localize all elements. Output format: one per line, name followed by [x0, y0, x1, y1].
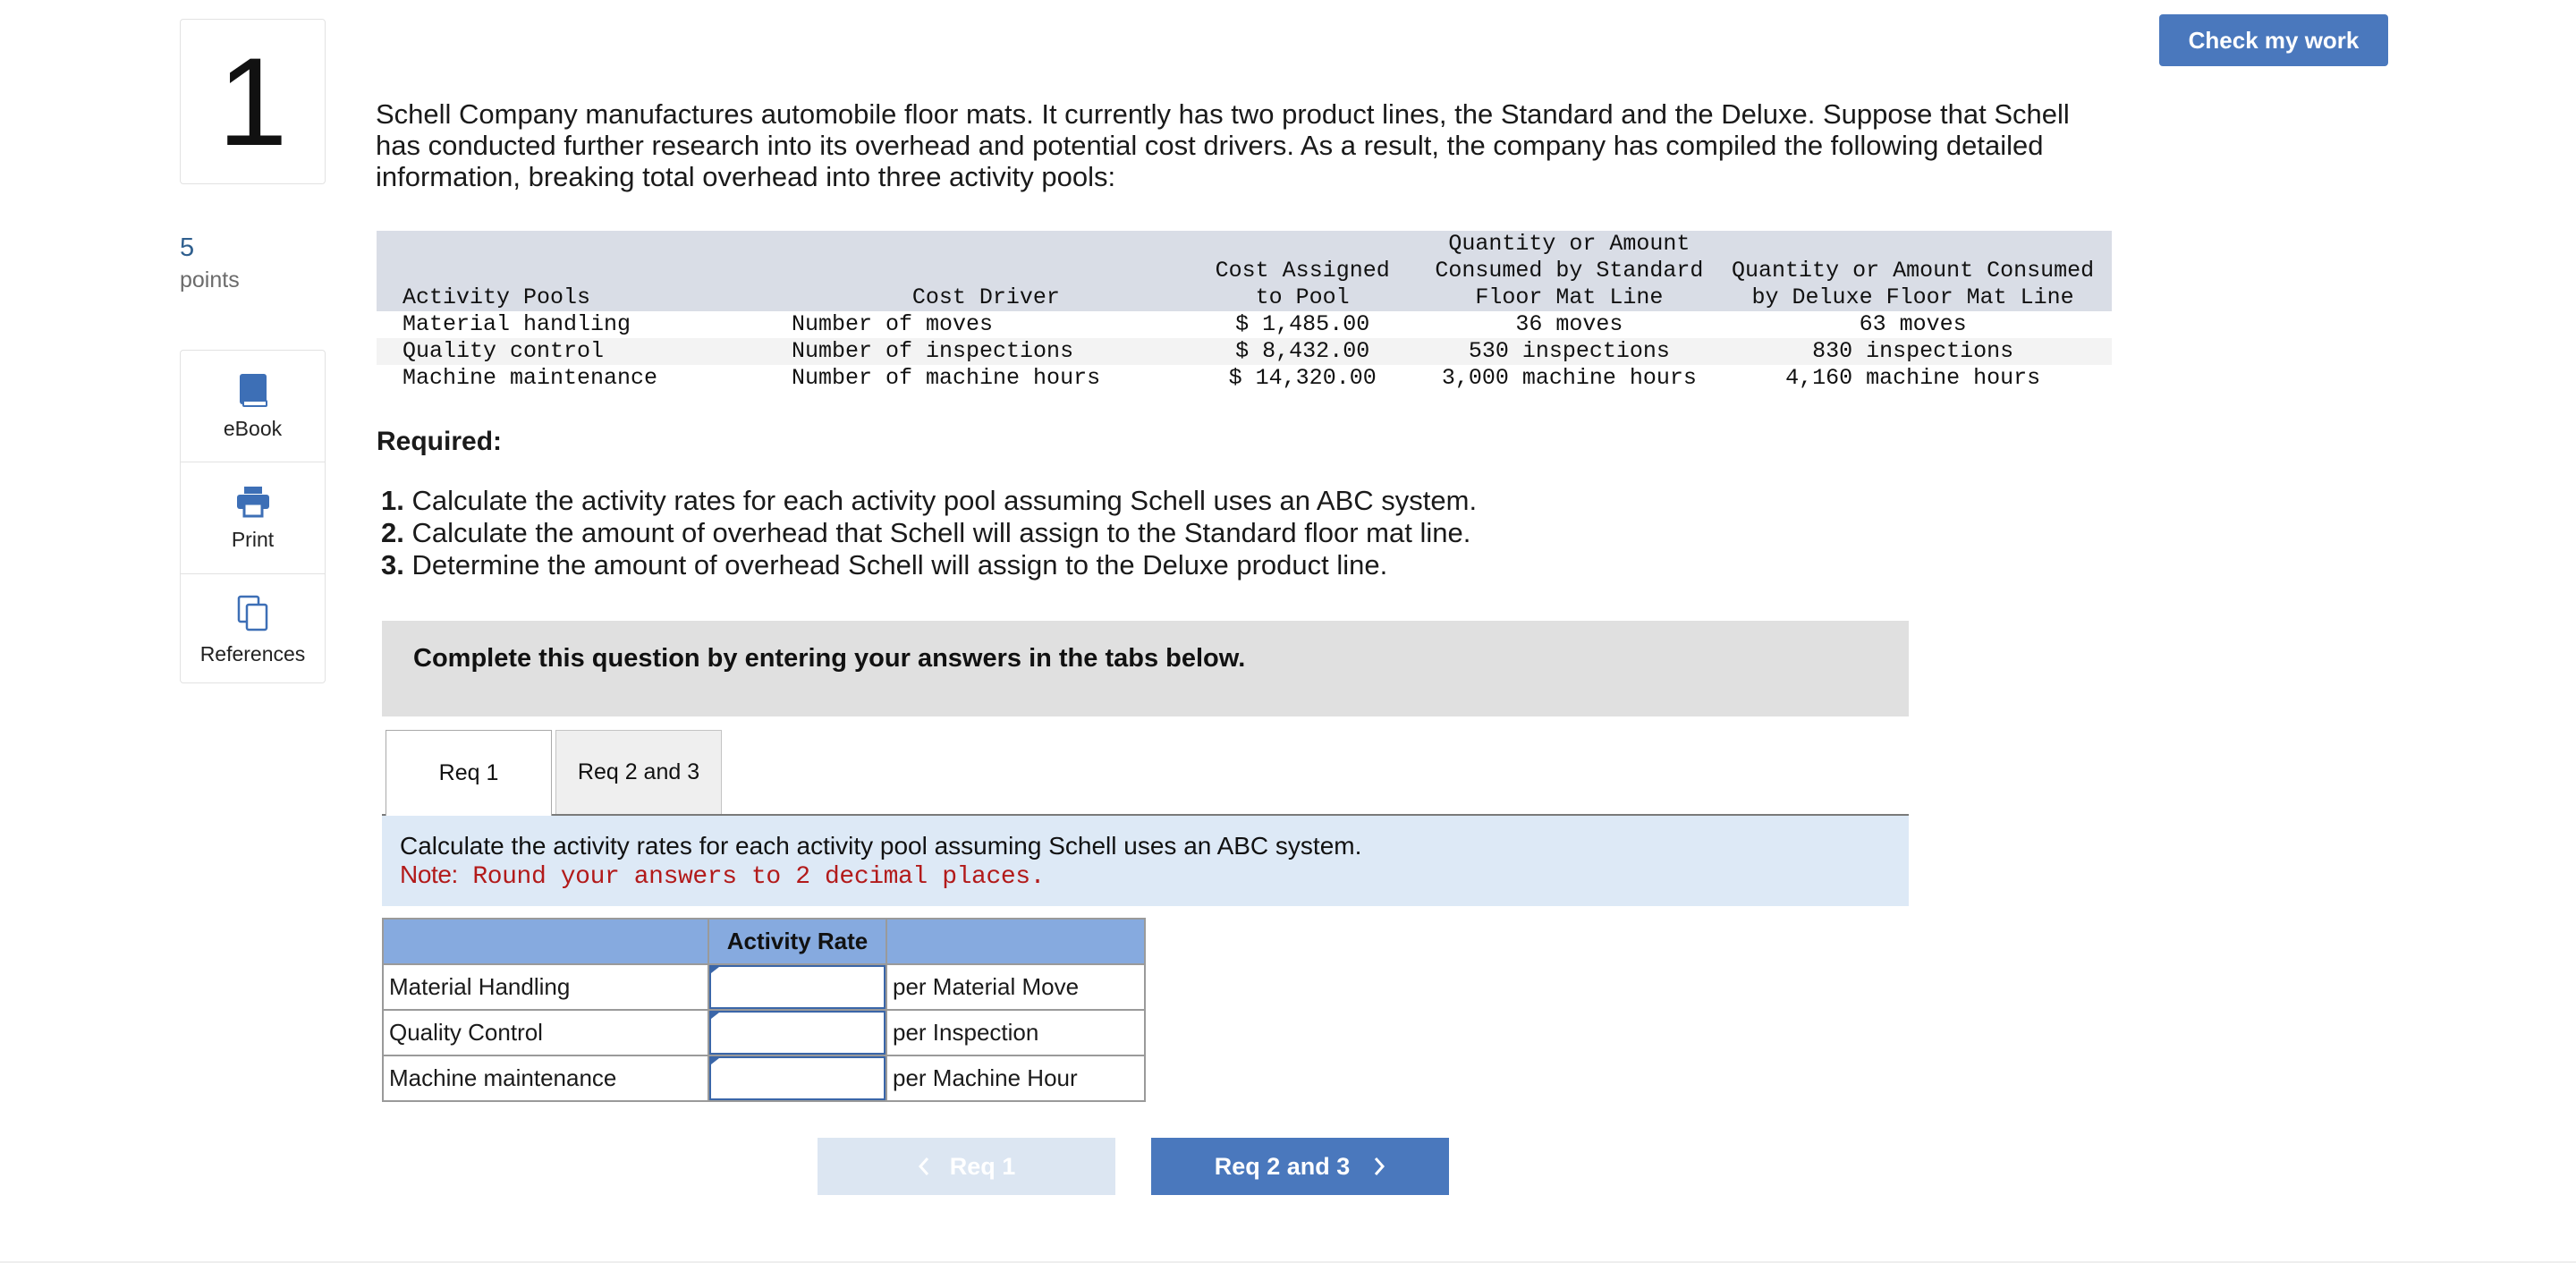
chevron-right-icon — [1373, 1157, 1385, 1176]
table-row — [377, 338, 2112, 365]
col-header-activity-pools: Activity Pools — [402, 284, 591, 310]
next-req-button[interactable] — [1151, 1138, 1449, 1195]
list-item — [381, 517, 1477, 549]
print-button[interactable] — [181, 462, 325, 573]
tab-req-1[interactable]: Req 1 — [386, 730, 552, 816]
prev-req-button[interactable] — [818, 1138, 1115, 1195]
rate-row-label: Machine maintenance — [383, 1055, 708, 1101]
cell-activity-pool: Machine maintenance — [402, 365, 658, 391]
list-item — [381, 485, 1477, 517]
item-text: Calculate the activity rates for each activity pool assuming Schell uses an ABC system. — [411, 485, 1478, 516]
rate-unit: per Material Move — [886, 964, 1145, 1010]
note-label: Note: — [400, 860, 458, 888]
table-row — [383, 1055, 1145, 1101]
cell-deluxe-qty: 4,160 machine hours — [1785, 365, 2041, 391]
table-row — [377, 311, 2112, 338]
rate-unit: per Machine Hour — [886, 1055, 1145, 1101]
rate-row-label: Material Handling — [383, 964, 708, 1010]
cell-deluxe-qty: 63 moves — [1859, 311, 1967, 337]
rate-input-cell — [708, 964, 886, 1010]
rate-unit: per Inspection — [886, 1010, 1145, 1055]
tools-panel — [180, 350, 326, 683]
panel-instruction: Calculate the activity rates for each activity pool assuming Schell uses an ABC system. — [400, 832, 1362, 860]
item-text: Calculate the amount of overhead that Schell will assign to the Standard floor mat line. — [411, 517, 1471, 548]
cell-cost-assigned: $ 14,320.00 — [1228, 365, 1377, 391]
header-activity-rate: Activity Rate — [708, 919, 886, 964]
cell-cost-assigned: $ 1,485.00 — [1235, 311, 1370, 337]
points-label: points — [180, 267, 240, 292]
header-blank — [886, 919, 1145, 964]
instruction-text: Complete this question by entering your answers in the tabs below. — [413, 644, 1246, 673]
rate-row-label: Quality Control — [383, 1010, 708, 1055]
required-list — [381, 485, 1477, 581]
printer-icon — [235, 485, 271, 519]
col-header-deluxe-qty: Quantity or Amount Consumed by Deluxe Floor Mat Line — [1732, 258, 2095, 310]
tab-req-2-and-3[interactable]: Req 2 and 3 — [555, 730, 722, 815]
rate-input-cell — [708, 1010, 886, 1055]
cell-activity-pool: Material handling — [402, 311, 631, 337]
print-label: Print — [231, 527, 275, 551]
header-blank — [383, 919, 708, 964]
cell-standard-qty: 3,000 machine hours — [1441, 365, 1697, 391]
activity-data-table — [377, 231, 2112, 392]
input-marker-icon — [711, 967, 719, 973]
references-button[interactable] — [181, 573, 325, 685]
ebook-label: eBook — [223, 416, 283, 440]
question-intro: Schell Company manufactures automobile floor mats. It currently has two product lines, the Standard and the Deluxe. Suppose that Schell has conducted further research into its overhead and potential cost drivers. As a result, the company has compiled the following detailed information, breaking total overhead into three activity pools: — [376, 98, 2070, 192]
item-number: 1. — [381, 485, 404, 516]
ebook-button[interactable] — [181, 351, 325, 462]
copy-icon — [236, 594, 270, 633]
input-marker-icon — [711, 1013, 719, 1019]
note-text: Round your answers to 2 decimal places. — [472, 863, 1046, 891]
col-header-cost-assigned: Cost Assigned to Pool — [1215, 258, 1390, 310]
question-number: 1 — [180, 19, 326, 184]
cell-deluxe-qty: 830 inspections — [1812, 338, 2014, 364]
cell-cost-driver: Number of inspections — [792, 338, 1074, 364]
cell-activity-pool: Quality control — [402, 338, 605, 364]
rate-input-cell — [708, 1055, 886, 1101]
prev-req-label: Req 1 — [949, 1152, 1016, 1180]
required-heading: Required: — [377, 427, 503, 456]
list-item — [381, 549, 1477, 581]
next-req-label: Req 2 and 3 — [1214, 1152, 1351, 1180]
col-header-cost-driver: Cost Driver — [911, 284, 1060, 310]
table-header-row — [377, 231, 2112, 311]
answer-header-row — [383, 919, 1145, 964]
table-row — [377, 365, 2112, 392]
book-icon — [238, 372, 268, 408]
table-row — [383, 1010, 1145, 1055]
references-label: References — [199, 641, 306, 665]
col-header-standard-qty: Quantity or Amount Consumed by Standard Floor Mat Line — [1435, 231, 1704, 310]
cell-cost-driver: Number of moves — [792, 311, 994, 337]
chevron-left-icon — [918, 1157, 930, 1176]
material-handling-rate-input[interactable] — [709, 965, 886, 1009]
cell-standard-qty: 530 inspections — [1468, 338, 1670, 364]
rounding-note — [400, 860, 1045, 891]
quality-control-rate-input[interactable] — [709, 1011, 886, 1055]
cell-standard-qty: 36 moves — [1515, 311, 1623, 337]
table-row — [383, 964, 1145, 1010]
cell-cost-assigned: $ 8,432.00 — [1235, 338, 1370, 364]
item-number: 2. — [381, 517, 404, 548]
points-value: 5 — [180, 233, 195, 262]
cell-cost-driver: Number of machine hours — [792, 365, 1101, 391]
machine-maintenance-rate-input[interactable] — [709, 1056, 886, 1100]
item-number: 3. — [381, 549, 404, 581]
item-text: Determine the amount of overhead Schell will assign to the Deluxe product line. — [411, 549, 1388, 581]
input-marker-icon — [711, 1058, 719, 1064]
check-my-work-button[interactable]: Check my work — [2159, 14, 2388, 66]
activity-rate-table — [382, 918, 1146, 1102]
